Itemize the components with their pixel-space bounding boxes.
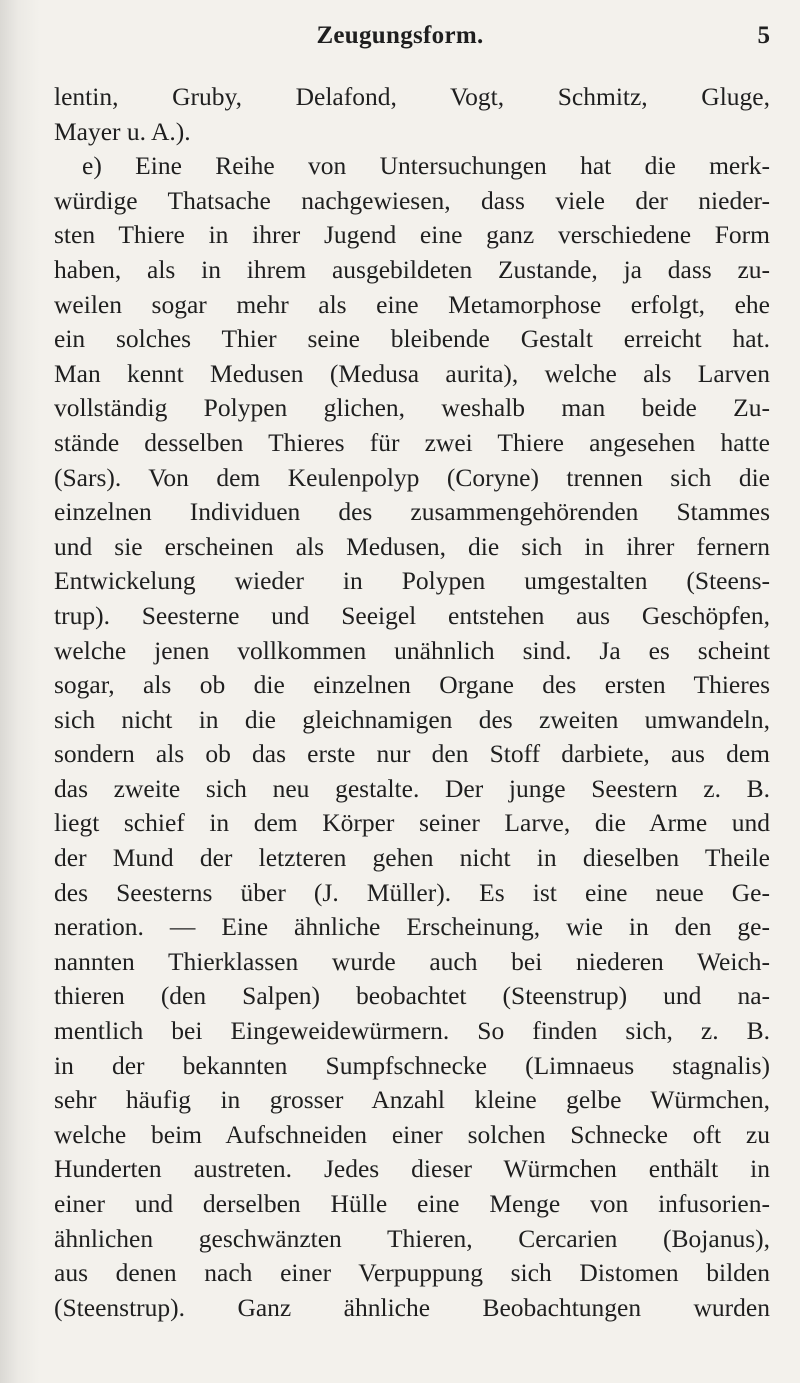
text-line: stände desselben Thieres für zwei Thiere angesehen hatte [54,427,770,457]
page-number: 5 [757,22,770,49]
page-header [0,22,800,58]
text-line: Entwickelung wieder in Polypen umgestalten (Steens- [54,566,770,596]
text-line: Man kennt Medusen (Medusa aurita), welche als Larven [54,358,770,388]
text-line: sogar, als ob die einzelnen Organe des ersten Thieres [54,670,770,700]
text-line: und sie erscheinen als Medusen, die sich in ihrer fernern [54,531,770,561]
text-line: aus denen nach einer Verpuppung sich Distomen bilden [54,1258,770,1288]
text-line: thieren (den Salpen) beobachtet (Steenstrup) und na- [54,981,770,1011]
text-line: einer und derselben Hülle eine Menge von infusorien- [54,1189,770,1218]
text-line: sondern als ob das erste nur den Stoff darbiete, aus dem [54,739,770,769]
text-line: sten Thiere in ihrer Jugend eine ganz verschiedene Form [54,220,770,250]
text-line: ein solches Thier seine bleibende Gestalt erreicht hat. [54,324,770,354]
text-line: (Sars). Von dem Keulenpolyp (Coryne) trennen sich die [54,462,770,492]
text-line: würdige Thatsache nachgewiesen, dass viele der nieder- [54,185,770,215]
text-line: haben, als in ihrem ausgebildeten Zustande, ja dass zu- [54,254,770,284]
text-line: Hunderten austreten. Jedes dieser Würmchen enthält in [54,1154,770,1184]
running-title: Zeugungsform. [316,22,484,49]
text-line: neration. — Eine ähnliche Erscheinung, wie in den ge- [54,912,770,942]
text-line: welche beim Aufschneiden einer solchen Schnecke oft zu [54,1119,770,1149]
text-line: e) Eine Reihe von Untersuchungen hat die merk- [82,151,770,181]
text-line: sich nicht in die gleichnamigen des zweiten umwandeln, [54,704,770,734]
text-line: lentin, Gruby, Delafond, Vogt, Schmitz, Gluge, [54,82,770,111]
text-line: in der bekannten Sumpfschnecke (Limnaeus stagnalis) [54,1050,770,1080]
text-line: liegt schief in dem Körper seiner Larve, die Arme und [54,808,770,838]
text-line: des Seesterns über (J. Müller). Es ist eine neue Ge- [54,877,770,907]
text-line: der Mund der letzteren gehen nicht in dieselben Theile [54,843,770,873]
text-line: welche jenen vollkommen unähnlich sind. Ja es scheint [54,635,770,665]
text-line: sehr häufig in grosser Anzahl kleine gelbe Würmchen, [54,1085,770,1115]
text-line: einzelnen Individuen des zusammengehörenden Stammes [54,497,770,527]
text-line: trup). Seesterne und Seeigel entstehen aus Geschöpfen, [54,600,770,630]
text-line: das zweite sich neu gestalte. Der junge Seestern z. B. [54,773,770,803]
text-line: (Steenstrup). Ganz ähnliche Beobachtungen wurden [54,1292,770,1322]
text-line: ähnlichen geschwänzten Thieren, Cercarien (Bojanus), [54,1223,770,1253]
text-line: weilen sogar mehr als eine Metamorphose erfolgt, ehe [54,289,770,319]
body-text [54,80,770,1325]
text-line: mentlich bei Eingeweidewürmern. So finden sich, z. B. [54,1016,770,1046]
text-line: vollständig Polypen glichen, weshalb man beide Zu- [54,393,770,423]
text-line: Mayer u. A.). [54,116,191,146]
text-line: nannten Thierklassen wurde auch bei niederen Weich- [54,946,770,976]
